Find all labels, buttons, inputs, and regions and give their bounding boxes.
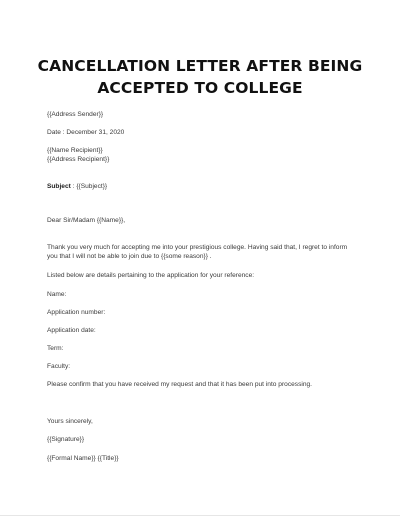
paragraph-1-line-2: you that I will not be able to join due to {{some reason}} .	[47, 253, 212, 260]
field-application-date: Application date:	[47, 327, 96, 334]
closing: Yours sincerely,	[47, 418, 93, 425]
field-application-number: Application number:	[47, 309, 106, 316]
sender-address: {{Address Sender}}	[47, 111, 104, 118]
letter-date: Date : December 31, 2020	[47, 129, 125, 136]
paragraph-1-line-1: Thank you very much for accepting me into your prestigious college. Having said that, I regret to inform	[47, 244, 348, 251]
field-term: Term:	[47, 345, 64, 352]
recipient-address: {{Address Recipient}}	[47, 156, 110, 163]
paragraph-2: Listed below are details pertaining to the application for your reference:	[47, 272, 255, 279]
signature-placeholder: {{Signature}}	[47, 436, 85, 443]
subject-value: : {{Subject}}	[70, 183, 108, 190]
page-bottom-edge	[0, 515, 400, 516]
field-name: Name:	[47, 291, 67, 298]
formal-name-title: {{Formal Name}} {{Title}}	[47, 455, 119, 462]
letter-title-line-1: CANCELLATION LETTER AFTER BEING	[37, 57, 363, 75]
letter-title-line-2: ACCEPTED TO COLLEGE	[97, 79, 303, 97]
field-faculty: Faculty:	[47, 363, 71, 370]
salutation: Dear Sir/Madam {{Name}},	[47, 217, 126, 224]
subject-line	[47, 182, 107, 191]
recipient-name: {{Name Recipient}}	[47, 147, 103, 154]
paragraph-3: Please confirm that you have received my request and that it has been put into processing.	[47, 381, 313, 388]
subject-label: Subject	[47, 183, 71, 190]
